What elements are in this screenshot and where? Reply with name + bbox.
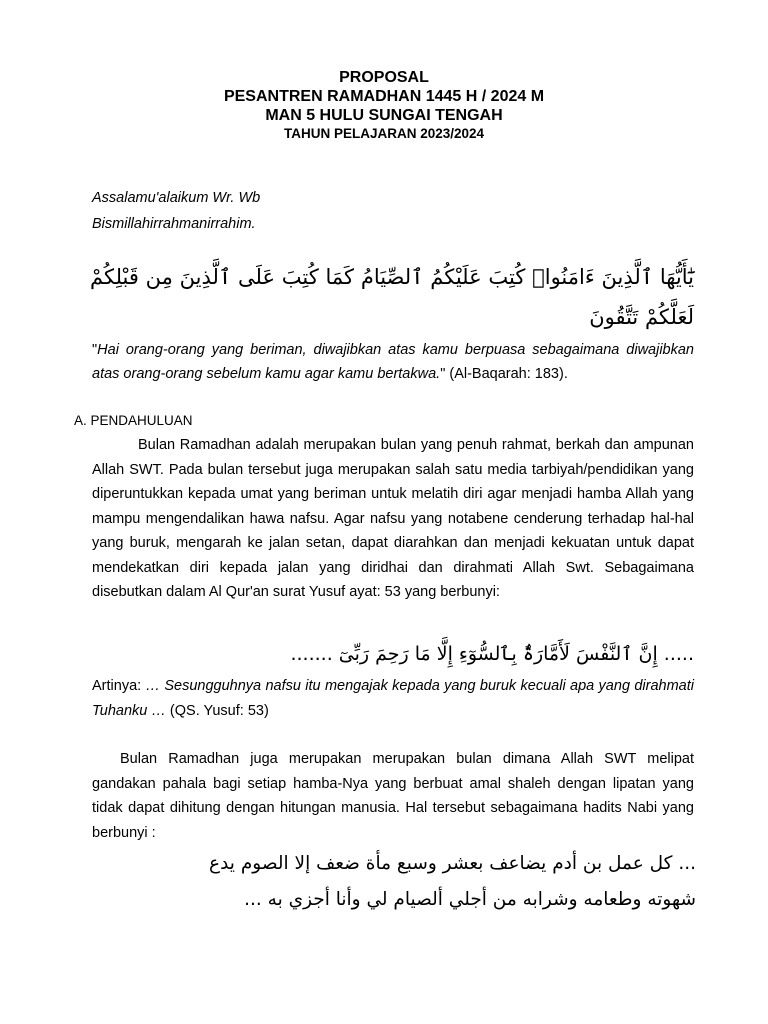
paragraph-ramadhan-reward: Bulan Ramadhan juga merupakan merupakan bulan dimana Allah SWT melipat gandakan pahala bagi setiap hamba-Nya yang berbuat amal shaleh dengan lipatan yang tidak dapat dihitung dengan hitungan manusia. Hal tersebut sebagaimana hadits Nabi yang berbunyi : bbox=[92, 751, 694, 841]
paragraph-intro: Bulan Ramadhan adalah merupakan bulan yang penuh rahmat, berkah dan ampunan Allah SWT. Pada bulan tersebut juga merupakan salah satu media tarbiyah/pendidikan yang diperuntukkan kepada umat yang beriman untuk melatih diri agar menjadi hamba Allah yang mampu mengendalikan hawa nafsu. Agar nafsu yang notabene cenderung terhadap hal-hal yang buruk, mengarah ke jalan setan, dapat diarahkan dan menjadi kekuatan untuk dapat mendekatkan diri kepada jalan yang diridhai dan dirahmati Allah Swt. Sebagaimana disebutkan dalam Al Qur'an surat Yusuf ayat: 53 yang berbunyi: bbox=[92, 437, 694, 600]
yusuf-translation bbox=[92, 674, 694, 723]
title-event: PESANTREN RAMADHAN 1445 H / 2024 M bbox=[223, 88, 545, 105]
title-academic-year: TAHUN PELAJARAN 2023/2024 bbox=[283, 126, 485, 141]
quran-verse-yusuf: ..... إِنَّ ٱلنَّفْسَ لَأَمَّارَةٌۢ بِٱلسُّوٓءِ إِلَّا مَا رَحِمَ رَبِّىٓ ....... bbox=[290, 643, 694, 665]
artinya-reference: (QS. Yusuf: 53) bbox=[165, 702, 269, 719]
greeting-salam: Assalamu'alaikum Wr. Wb bbox=[92, 190, 261, 206]
verse-translation bbox=[92, 338, 694, 386]
hadith-line-2: شهوته وطعامه وشرابه من أجلي ألصيام لي وأنا أجزي به ... bbox=[244, 889, 696, 910]
verse-reference: " (Al-Baqarah: 183). bbox=[440, 366, 568, 382]
quran-verse-al-baqarah: يَٰٓأَيُّهَا ٱلَّذِينَ ءَامَنُوا۟ كُتِبَ عَلَيْكُمُ ٱلصِّيَامُ كَمَا كُتِبَ عَلَى ٱلَّذِينَ مِن قَبْلِكُمْ لَعَلَّكُمْ تَتَّقُونَ bbox=[90, 265, 694, 329]
translation-text: Hai orang-orang yang beriman, diwajibkan atas kamu berpuasa sebagaimana diwajibkan atas orang-orang sebelum kamu agar kamu bertakwa. bbox=[92, 342, 694, 382]
hadith-line-1: ... كل عمل بن أدم يضاعف بعشر وسبع مأة ضعف إلا الصوم يدع bbox=[209, 853, 696, 874]
title-proposal: PROPOSAL bbox=[339, 69, 429, 86]
artinya-label: Artinya: bbox=[92, 678, 146, 694]
greeting-basmalah: Bismillahirrahmanirrahim. bbox=[92, 216, 256, 232]
artinya-text: … Sesungguhnya nafsu itu mengajak kepada yang buruk kecuali apa yang dirahmati Tuhanku … bbox=[92, 678, 694, 719]
proposal-title-block bbox=[0, 68, 768, 142]
title-school: MAN 5 HULU SUNGAI TENGAH bbox=[265, 107, 503, 124]
section-heading-pendahuluan: A. PENDAHULUAN bbox=[74, 413, 193, 428]
open-quote: " bbox=[92, 342, 98, 358]
